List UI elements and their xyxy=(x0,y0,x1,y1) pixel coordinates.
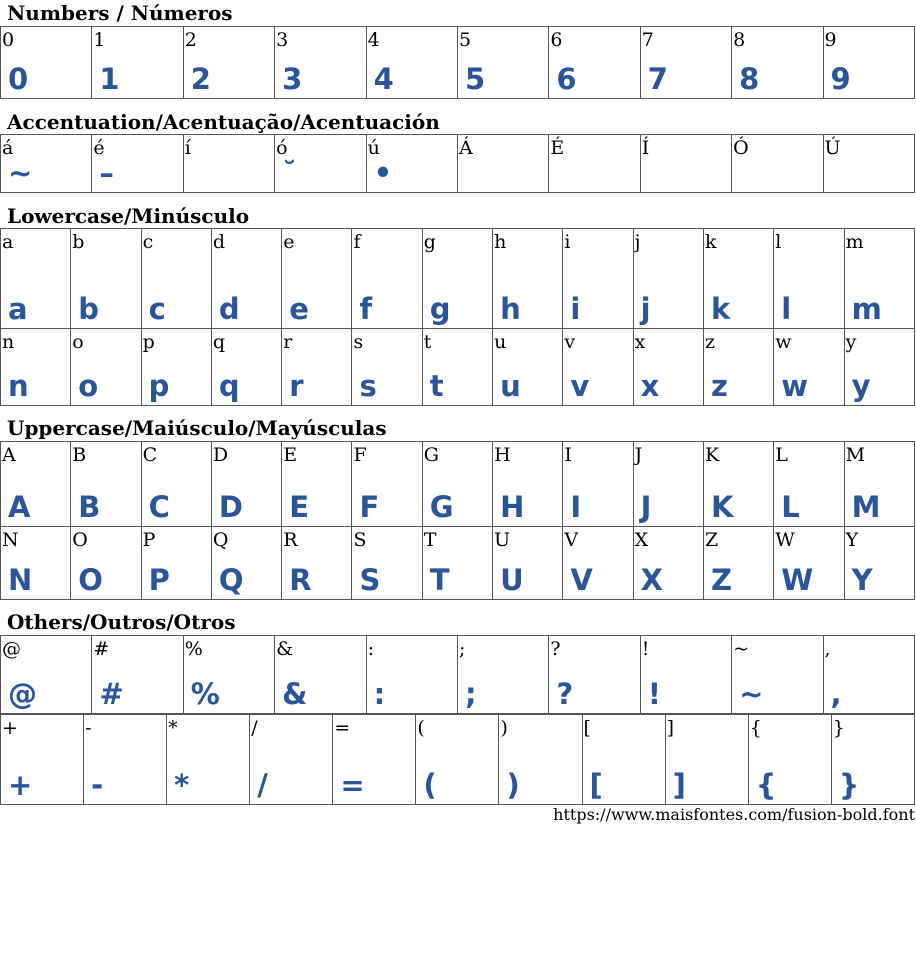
grid-row xyxy=(1,135,915,193)
glyph-sample: K xyxy=(710,490,734,524)
character-label: d xyxy=(212,231,226,253)
glyph-sample: O xyxy=(78,563,103,597)
glyph-sample: E xyxy=(289,490,309,524)
character-label: E xyxy=(283,444,298,466)
glyph-cell xyxy=(167,715,250,805)
character-label: 5 xyxy=(458,29,472,51)
section-title-accents: Accentuation/Acentuação/Acentuación xyxy=(7,110,440,134)
character-label: R xyxy=(283,529,298,551)
glyph-sample: v xyxy=(570,369,590,403)
glyph-sample: P xyxy=(148,563,170,597)
character-label: m xyxy=(845,231,864,253)
glyph-cell xyxy=(275,27,366,99)
glyph-sample: 3 xyxy=(282,62,303,96)
glyph-sample: t xyxy=(429,369,444,403)
glyph-cell xyxy=(422,229,492,329)
glyph-cell xyxy=(633,329,703,406)
glyph-cell xyxy=(183,27,274,99)
character-label: J xyxy=(634,444,643,466)
character-label: k xyxy=(704,231,717,253)
glyph-sample: d xyxy=(218,292,240,326)
glyph-cell xyxy=(823,636,914,714)
glyph-sample: N xyxy=(8,563,33,597)
glyph-cell xyxy=(582,715,665,805)
character-label: ) xyxy=(500,717,508,739)
glyph-sample: n xyxy=(8,369,29,403)
glyph-sample: + xyxy=(8,768,33,802)
glyph-cell xyxy=(211,329,281,406)
glyph-cell xyxy=(563,442,633,527)
glyph-cell xyxy=(774,442,844,527)
glyph-cell xyxy=(282,527,352,600)
glyph-sample: • xyxy=(373,156,393,190)
glyph-sample: m xyxy=(851,292,882,326)
glyph-sample: F xyxy=(359,490,380,524)
character-label: q xyxy=(212,331,226,353)
glyph-cell xyxy=(633,442,703,527)
glyph-cell xyxy=(1,715,84,805)
source-url-link[interactable]: https://www.maisfontes.com/fusion-bold.font xyxy=(553,805,915,824)
character-label: 8 xyxy=(733,29,746,51)
glyph-cell xyxy=(1,329,71,406)
glyph-cell xyxy=(71,329,141,406)
character-label: / xyxy=(251,717,258,739)
glyph-sample: j xyxy=(640,292,651,326)
glyph-cell xyxy=(549,135,640,193)
grid-row xyxy=(1,527,915,600)
glyph-cell xyxy=(71,442,141,527)
character-label: Á xyxy=(458,137,473,159)
glyph-cell xyxy=(275,636,366,714)
glyph-sample: * xyxy=(174,768,190,802)
glyph-cell xyxy=(633,527,703,600)
glyph-sample: X xyxy=(640,563,664,597)
glyph-cell xyxy=(211,229,281,329)
character-label: ; xyxy=(458,638,466,660)
character-label: , xyxy=(824,638,831,660)
glyph-sample: Z xyxy=(710,563,732,597)
glyph-cell xyxy=(563,527,633,600)
glyph-sample: M xyxy=(851,490,881,524)
character-label: U xyxy=(494,529,511,551)
glyph-cell xyxy=(352,329,422,406)
glyph-sample: ; xyxy=(464,677,477,711)
glyph-sample: & xyxy=(282,677,308,711)
glyph-sample: q xyxy=(218,369,240,403)
character-label: G xyxy=(423,444,439,466)
glyph-sample: / xyxy=(257,768,268,802)
glyph-cell xyxy=(282,229,352,329)
character-label: T xyxy=(423,529,437,551)
glyph-sample: 7 xyxy=(647,62,668,96)
glyph-sample: 4 xyxy=(373,62,394,96)
glyph-sample: = xyxy=(340,768,365,802)
character-label: z xyxy=(704,331,715,353)
character-label: ú xyxy=(367,137,380,159)
glyph-cell xyxy=(333,715,416,805)
glyph-cell xyxy=(211,442,281,527)
glyph-sample: } xyxy=(838,768,860,802)
character-label: l xyxy=(775,231,782,253)
grid-row xyxy=(1,27,915,99)
glyph-sample: % xyxy=(190,677,220,711)
glyph-cell xyxy=(183,135,274,193)
glyph-sample: f xyxy=(359,292,373,326)
others-grid-row-1 xyxy=(0,635,915,714)
glyph-cell xyxy=(732,636,823,714)
glyph-sample: [ xyxy=(589,768,603,802)
glyph-cell xyxy=(141,527,211,600)
glyph-cell xyxy=(1,229,71,329)
glyph-sample: e xyxy=(289,292,309,326)
grid-row xyxy=(1,636,915,714)
glyph-cell xyxy=(640,27,731,99)
glyph-cell xyxy=(457,27,548,99)
character-label: Z xyxy=(704,529,719,551)
character-label: H xyxy=(494,444,511,466)
character-label: = xyxy=(334,717,351,739)
glyph-sample: x xyxy=(640,369,660,403)
glyph-cell xyxy=(250,715,333,805)
glyph-cell xyxy=(774,329,844,406)
glyph-cell xyxy=(422,527,492,600)
glyph-sample: ? xyxy=(556,677,574,711)
glyph-sample: a xyxy=(8,292,28,326)
glyph-cell xyxy=(774,229,844,329)
glyph-sample: ] xyxy=(672,768,686,802)
glyph-cell xyxy=(366,636,457,714)
character-label: V xyxy=(564,529,579,551)
glyph-sample: u xyxy=(500,369,521,403)
glyph-sample: 0 xyxy=(8,62,29,96)
glyph-cell xyxy=(563,329,633,406)
glyph-cell xyxy=(183,636,274,714)
glyph-cell xyxy=(366,135,457,193)
section-title-lowercase: Lowercase/Minúsculo xyxy=(7,204,250,228)
character-label: Í xyxy=(641,137,650,159)
glyph-cell xyxy=(640,636,731,714)
glyph-cell xyxy=(844,527,914,600)
glyph-cell xyxy=(282,329,352,406)
glyph-sample: l xyxy=(781,292,792,326)
glyph-cell xyxy=(141,329,211,406)
character-label: ? xyxy=(550,638,561,660)
character-label: x xyxy=(634,331,646,353)
character-label: p xyxy=(142,331,155,353)
glyph-sample: y xyxy=(851,369,871,403)
glyph-cell xyxy=(844,229,914,329)
glyph-sample: o xyxy=(78,369,99,403)
character-label: Y xyxy=(845,529,859,551)
glyph-sample: I xyxy=(570,490,582,524)
character-label: 6 xyxy=(550,29,563,51)
character-label: S xyxy=(353,529,367,551)
glyph-cell xyxy=(457,636,548,714)
glyph-cell xyxy=(549,27,640,99)
glyph-sample: ( xyxy=(423,768,437,802)
glyph-sample: : xyxy=(373,677,386,711)
glyph-sample: 8 xyxy=(739,62,760,96)
glyph-sample: – xyxy=(99,156,114,190)
glyph-sample: - xyxy=(91,768,104,802)
glyph-cell xyxy=(703,527,773,600)
character-label: ~ xyxy=(733,638,750,660)
character-label: a xyxy=(2,231,14,253)
glyph-cell xyxy=(823,27,914,99)
character-label: & xyxy=(276,638,294,660)
character-label: e xyxy=(283,231,295,253)
others-grid-row-2 xyxy=(0,714,915,805)
section-title-numbers: Numbers / Números xyxy=(7,1,233,25)
glyph-sample: i xyxy=(570,292,581,326)
character-label: N xyxy=(2,529,19,551)
glyph-cell xyxy=(71,527,141,600)
character-label: 9 xyxy=(824,29,837,51)
glyph-cell xyxy=(84,715,167,805)
character-label: h xyxy=(494,231,507,253)
character-label: @ xyxy=(2,638,21,660)
character-label: B xyxy=(72,444,87,466)
glyph-cell xyxy=(831,715,914,805)
character-label: g xyxy=(423,231,436,253)
character-label: } xyxy=(832,717,845,739)
glyph-sample: W xyxy=(781,563,814,597)
grid-row xyxy=(1,329,915,406)
glyph-cell xyxy=(499,715,582,805)
glyph-sample: ˘ xyxy=(282,156,297,190)
character-label: P xyxy=(142,529,156,551)
character-label: ] xyxy=(666,717,675,739)
glyph-cell xyxy=(732,135,823,193)
character-label: 4 xyxy=(367,29,380,51)
glyph-sample: H xyxy=(500,490,525,524)
character-label: á xyxy=(2,137,14,159)
grid-row xyxy=(1,229,915,329)
character-label: v xyxy=(564,331,576,353)
glyph-cell xyxy=(275,135,366,193)
character-label: y xyxy=(845,331,857,353)
character-label: Q xyxy=(212,529,229,551)
glyph-cell xyxy=(703,229,773,329)
glyph-sample: @ xyxy=(8,677,37,711)
character-label: [ xyxy=(583,717,591,739)
glyph-sample: S xyxy=(359,563,381,597)
lowercase-grid xyxy=(0,228,915,406)
glyph-sample: , xyxy=(830,677,842,711)
glyph-cell xyxy=(141,229,211,329)
glyph-sample: ~ xyxy=(739,677,764,711)
glyph-sample: C xyxy=(148,490,170,524)
glyph-sample: 2 xyxy=(190,62,211,96)
glyph-cell xyxy=(774,527,844,600)
glyph-sample: 6 xyxy=(556,62,577,96)
character-label: - xyxy=(85,717,92,739)
character-label: ( xyxy=(417,717,425,739)
glyph-cell xyxy=(1,636,92,714)
character-label: i xyxy=(564,231,571,253)
character-label: # xyxy=(93,638,110,660)
glyph-cell xyxy=(665,715,748,805)
character-label: r xyxy=(283,331,293,353)
character-label: { xyxy=(749,717,762,739)
glyph-sample: T xyxy=(429,563,450,597)
glyph-cell xyxy=(703,442,773,527)
glyph-cell xyxy=(422,442,492,527)
glyph-sample: V xyxy=(570,563,593,597)
character-label: C xyxy=(142,444,158,466)
accents-grid xyxy=(0,134,915,193)
character-label: o xyxy=(72,331,84,353)
glyph-sample: Q xyxy=(218,563,244,597)
glyph-cell xyxy=(366,27,457,99)
glyph-sample: ! xyxy=(647,677,661,711)
numbers-grid xyxy=(0,26,915,99)
character-label: 3 xyxy=(276,29,289,51)
glyph-cell xyxy=(211,527,281,600)
glyph-cell xyxy=(493,329,563,406)
glyph-sample: B xyxy=(78,490,101,524)
glyph-cell xyxy=(493,229,563,329)
character-label: * xyxy=(168,717,178,739)
glyph-cell xyxy=(748,715,831,805)
glyph-cell xyxy=(352,527,422,600)
character-label: c xyxy=(142,231,154,253)
glyph-sample: b xyxy=(78,292,100,326)
glyph-cell xyxy=(633,229,703,329)
glyph-cell xyxy=(1,135,92,193)
glyph-cell xyxy=(493,527,563,600)
character-label: + xyxy=(2,717,18,739)
character-label: F xyxy=(353,444,367,466)
character-label: 1 xyxy=(93,29,106,51)
character-label: ! xyxy=(641,638,650,660)
glyph-cell xyxy=(1,527,71,600)
glyph-cell xyxy=(71,229,141,329)
glyph-cell xyxy=(823,135,914,193)
character-label: é xyxy=(93,137,105,159)
glyph-cell xyxy=(1,27,92,99)
glyph-cell xyxy=(732,27,823,99)
glyph-cell xyxy=(282,442,352,527)
character-label: 0 xyxy=(2,29,15,51)
glyph-cell xyxy=(416,715,499,805)
character-label: ó xyxy=(276,137,288,159)
section-title-uppercase: Uppercase/Maiúsculo/Mayúsculas xyxy=(7,416,387,440)
uppercase-grid xyxy=(0,441,915,600)
glyph-cell xyxy=(493,442,563,527)
glyph-sample: D xyxy=(218,490,243,524)
grid-row xyxy=(1,715,915,805)
glyph-cell xyxy=(457,135,548,193)
character-label: A xyxy=(2,444,16,466)
glyph-cell xyxy=(844,442,914,527)
character-label: f xyxy=(353,231,361,253)
character-label: 7 xyxy=(641,29,654,51)
glyph-sample: 5 xyxy=(464,62,486,96)
character-label: É xyxy=(550,137,565,159)
character-label: Ú xyxy=(824,137,841,159)
glyph-cell xyxy=(563,229,633,329)
character-label: t xyxy=(423,331,432,353)
character-label: X xyxy=(634,529,649,551)
glyph-sample: # xyxy=(99,677,124,711)
character-label: n xyxy=(2,331,15,353)
glyph-cell xyxy=(640,135,731,193)
glyph-sample: k xyxy=(710,292,731,326)
glyph-sample: U xyxy=(500,563,524,597)
character-label: M xyxy=(845,444,866,466)
character-label: D xyxy=(212,444,229,466)
glyph-sample: h xyxy=(500,292,521,326)
glyph-sample: J xyxy=(640,490,652,524)
glyph-sample: r xyxy=(289,369,304,403)
glyph-cell xyxy=(844,329,914,406)
grid-row xyxy=(1,442,915,527)
glyph-cell xyxy=(1,442,71,527)
glyph-cell xyxy=(352,442,422,527)
glyph-cell xyxy=(549,636,640,714)
glyph-sample: G xyxy=(429,490,454,524)
character-label: W xyxy=(775,529,795,551)
glyph-sample: g xyxy=(429,292,451,326)
glyph-sample: 9 xyxy=(830,62,851,96)
glyph-cell xyxy=(703,329,773,406)
character-label: s xyxy=(353,331,364,353)
glyph-sample: { xyxy=(755,768,777,802)
glyph-sample: R xyxy=(289,563,312,597)
character-label: w xyxy=(775,331,792,353)
glyph-cell xyxy=(92,27,183,99)
character-label: O xyxy=(72,529,88,551)
character-label: : xyxy=(367,638,374,660)
glyph-sample: ~ xyxy=(8,156,33,190)
character-label: I xyxy=(564,444,572,466)
character-label: u xyxy=(494,331,507,353)
glyph-sample: Y xyxy=(851,563,873,597)
character-label: j xyxy=(634,231,641,253)
character-label: 2 xyxy=(184,29,197,51)
character-label: Ó xyxy=(733,137,749,159)
character-label: L xyxy=(775,444,788,466)
character-label: b xyxy=(72,231,85,253)
glyph-cell xyxy=(92,135,183,193)
character-label: í xyxy=(184,137,191,159)
glyph-cell xyxy=(352,229,422,329)
glyph-sample: L xyxy=(781,490,800,524)
glyph-sample: ) xyxy=(506,768,520,802)
character-label: K xyxy=(704,444,720,466)
glyph-sample: A xyxy=(8,490,31,524)
glyph-sample: 1 xyxy=(99,62,120,96)
section-title-others: Others/Outros/Otros xyxy=(7,610,236,634)
glyph-sample: c xyxy=(148,292,166,326)
glyph-sample: z xyxy=(710,369,728,403)
glyph-cell xyxy=(422,329,492,406)
glyph-sample: s xyxy=(359,369,377,403)
glyph-cell xyxy=(141,442,211,527)
glyph-cell xyxy=(92,636,183,714)
glyph-sample: w xyxy=(781,369,809,403)
glyph-sample: p xyxy=(148,369,170,403)
character-label: % xyxy=(184,638,203,660)
